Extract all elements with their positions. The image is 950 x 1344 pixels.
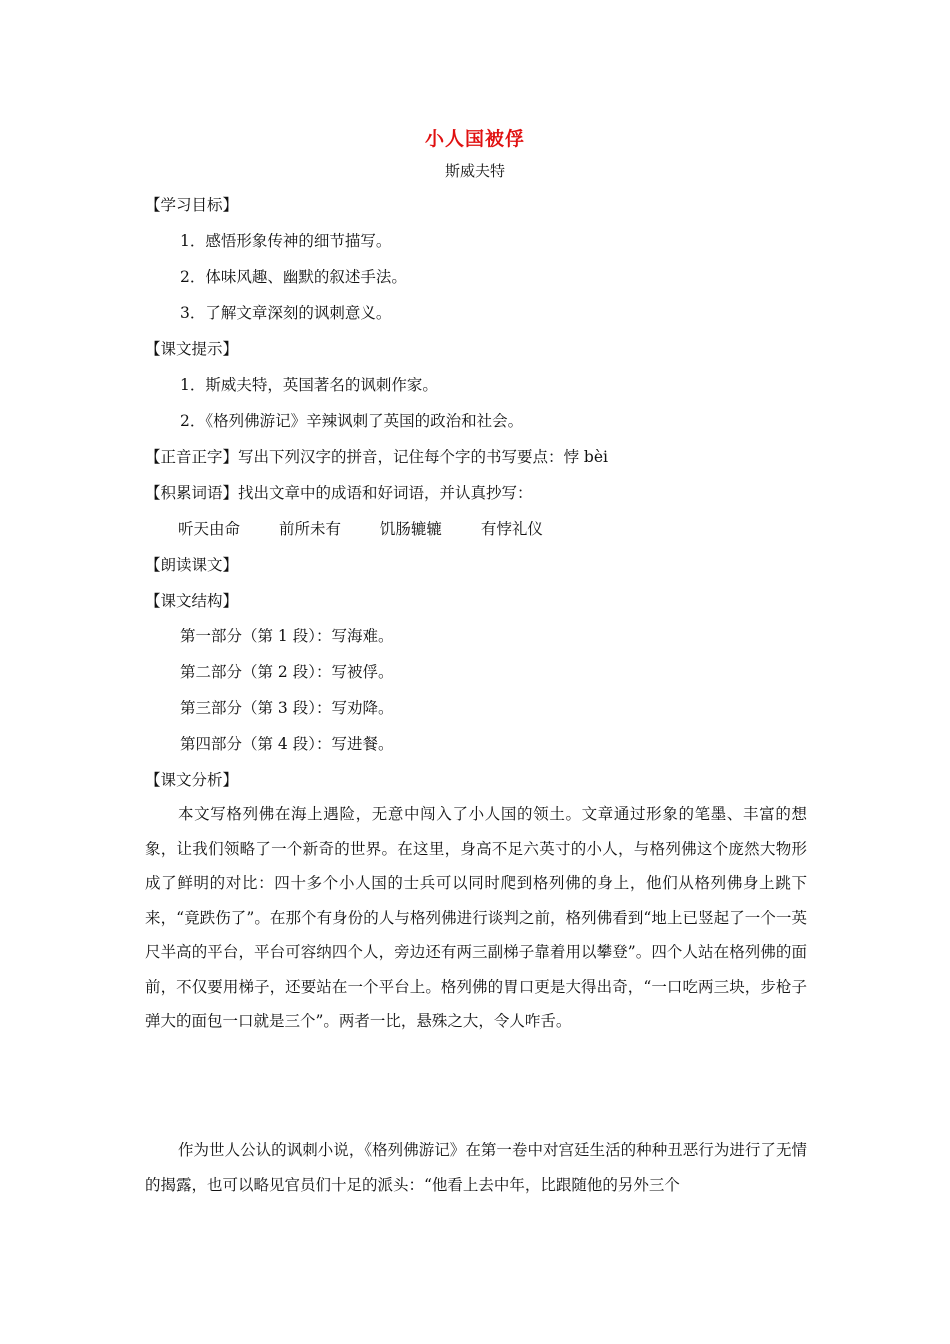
heading-structure: 【课文结构】 (145, 592, 239, 610)
structure-item: 第二部分（第 2 段）：写被俘。 (180, 663, 394, 681)
analysis-paragraph: 本文写格列佛在海上遇险，无意中闯入了小人国的领土。文章通过形象的笔墨、丰富的想象，让我们领略了一个新奇的世界。在这里，身高不足六英寸的小人，与格列佛这个庞然大物形成了鲜明的对比：四十多个小人国的士兵可以同时爬到格列佛的身上，他们从格列佛身上跳下来，“竟跌伤了”。在那个有身份的人与格列佛进行谈判之前，格列佛看到“地上已竖起了一个一英尺半高的平台，平台可容纳四个人，旁边还有两三副梯子靠着用以攀登”。四个人站在格列佛的面前，不仅要用梯子，还要站在一个平台上。格列佛的胃口更是大得出奇，“一口吃两三块，步枪子弹大的面包一口就是三个”。两者一比，悬殊之大，令人咋舌。 (145, 805, 807, 1030)
document-title: 小人国被俘 (424, 128, 525, 150)
heading-objectives: 【学习目标】 (145, 196, 239, 214)
hint-item: 1．斯威夫特，英国著名的讽刺作家。 (180, 376, 438, 394)
pronunciation-line: 【正音正字】写出下列汉字的拼音，记住每个字的书写要点：悖 bèi (145, 448, 608, 466)
objective-item: 1．感悟形象传神的细节描写。 (180, 232, 392, 250)
hint-item: 2．《格列佛游记》辛辣讽刺了英国的政治和社会。 (180, 412, 524, 430)
heading-hints: 【课文提示】 (145, 340, 239, 358)
document-author: 斯威夫特 (444, 162, 505, 180)
objective-item: 3．了解文章深刻的讽刺意义。 (180, 304, 392, 322)
vocabulary-word: 听天由命 (178, 520, 241, 538)
vocabulary-word: 有悖礼仪 (480, 520, 543, 538)
vocabulary-word: 前所未有 (278, 520, 341, 538)
heading-reading: 【朗读课文】 (145, 556, 239, 574)
structure-item: 第一部分（第 1 段）：写海难。 (180, 627, 394, 645)
vocabulary-word: 饥肠辘辘 (379, 520, 442, 538)
heading-vocabulary: 【积累词语】找出文章中的成语和好词语，并认真抄写： (145, 484, 533, 502)
structure-item: 第三部分（第 3 段）：写劝降。 (180, 699, 394, 717)
objective-item: 2．体味风趣、幽默的叙述手法。 (180, 268, 407, 286)
structure-item: 第四部分（第 4 段）：写进餐。 (180, 735, 394, 753)
analysis-paragraph: 作为世人公认的讽刺小说，《格列佛游记》在第一卷中对宫廷生活的种种丑恶行为进行了无情的揭露，也可以略见官员们十足的派头：“他看上去中年，比跟随他的另外三个 (145, 1141, 807, 1194)
vocabulary-words (178, 519, 577, 539)
heading-analysis: 【课文分析】 (145, 771, 239, 789)
